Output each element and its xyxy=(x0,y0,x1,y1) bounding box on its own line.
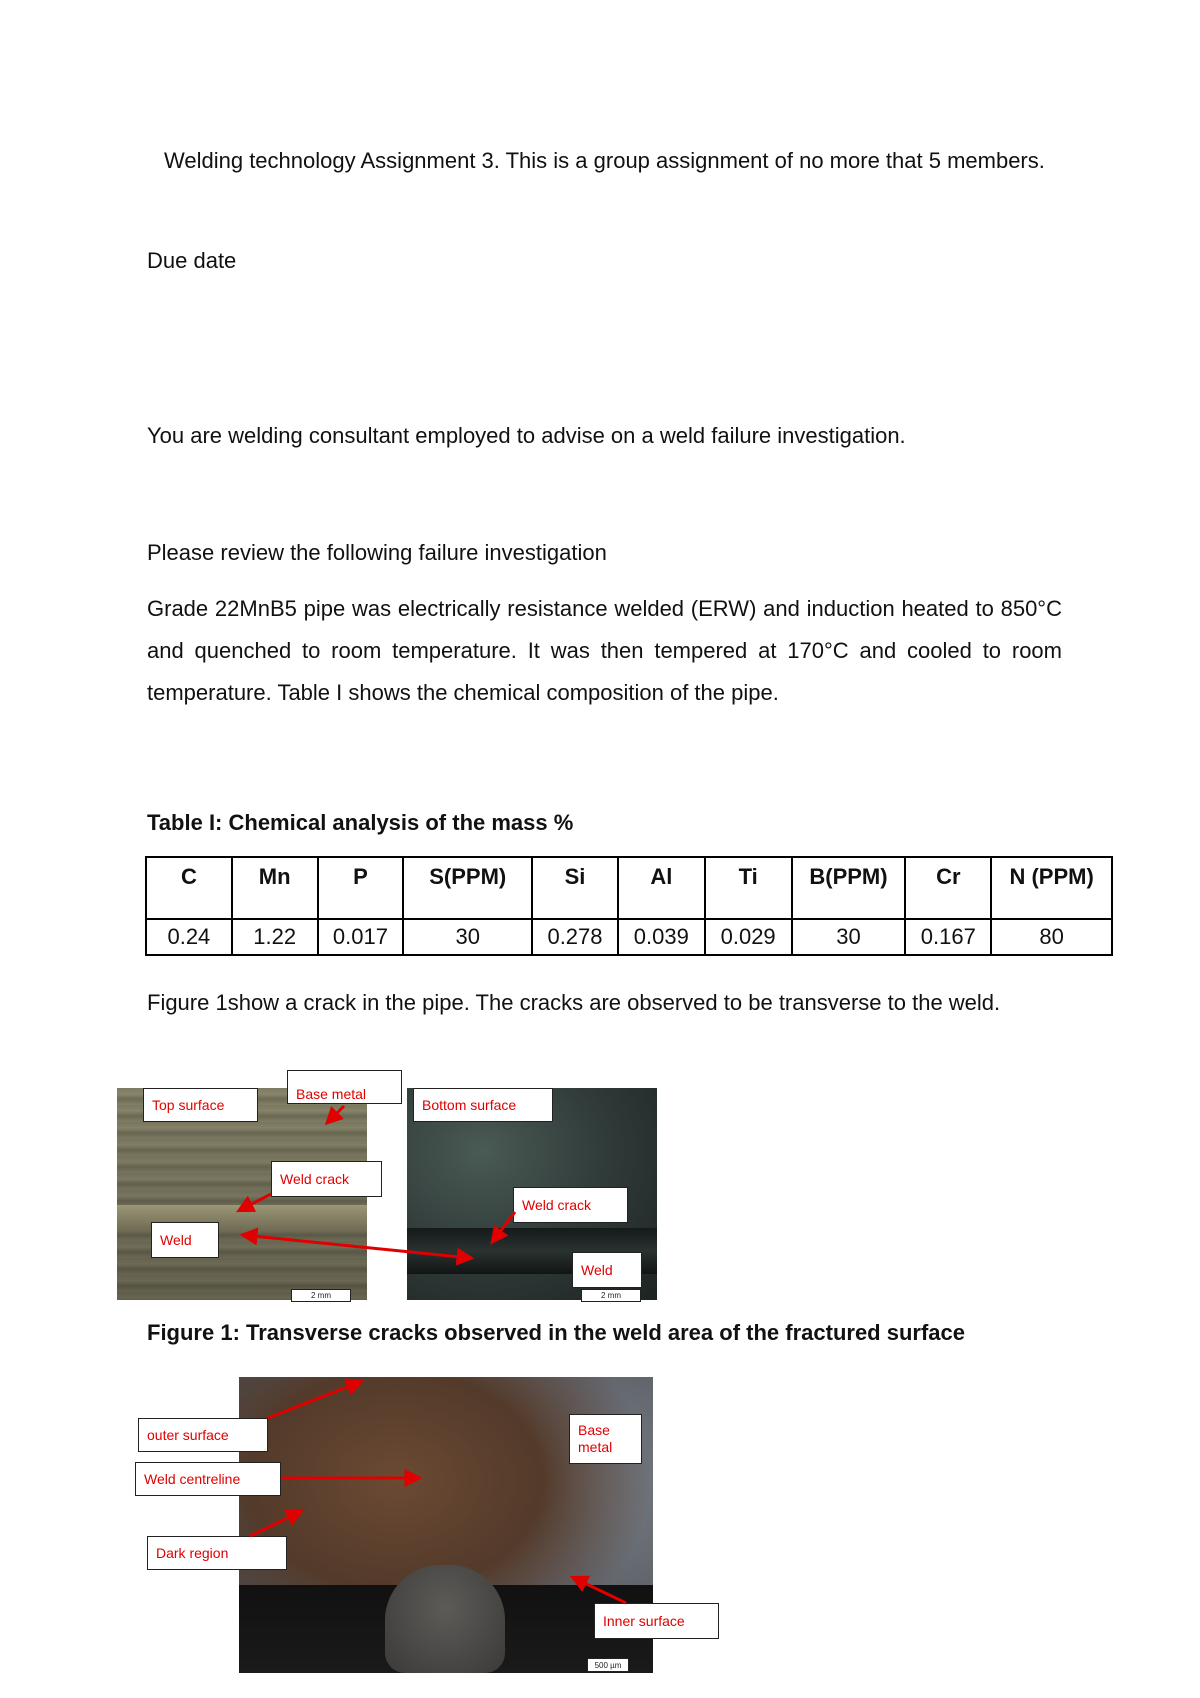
table-value-cell: 0.029 xyxy=(705,919,792,955)
role-statement: You are welding consultant employed to advise on a weld failure investigation. xyxy=(147,423,906,448)
table-value-cell: 0.039 xyxy=(618,919,705,955)
table-header-cell: N (PPM) xyxy=(991,857,1112,919)
label-weld-crack-right: Weld crack xyxy=(513,1187,628,1223)
scale-bar-right: 2 mm xyxy=(581,1289,641,1302)
assignment-intro: Welding technology Assignment 3. This is a group assignment of no more that 5 members. xyxy=(164,148,1045,173)
table-header-cell: P xyxy=(318,857,404,919)
table-value-cell: 1.22 xyxy=(232,919,318,955)
table-header-cell: Ti xyxy=(705,857,792,919)
figure1-intro: Figure 1show a crack in the pipe. The cracks are observed to be transverse to the weld. xyxy=(147,990,1001,1015)
table-caption: Table I: Chemical analysis of the mass % xyxy=(147,810,574,835)
label-top-surface: Top surface xyxy=(143,1088,258,1122)
label-weld-right: Weld xyxy=(572,1252,642,1288)
scale-bar-left: 2 mm xyxy=(291,1289,351,1302)
label-base-metal: Base metal xyxy=(287,1070,402,1104)
table-value-cell: 80 xyxy=(991,919,1112,955)
chemical-analysis-table xyxy=(145,856,1113,956)
table-value-cell: 0.017 xyxy=(318,919,404,955)
label-bottom-surface: Bottom surface xyxy=(413,1088,553,1122)
figure1-caption: Figure 1: Transverse cracks observed in the weld area of the fractured surface xyxy=(147,1320,965,1345)
fracture-rounded-weld xyxy=(385,1565,505,1673)
table-header-cell: B(PPM) xyxy=(792,857,906,919)
label-dark-region: Dark region xyxy=(147,1536,287,1570)
table-value-cell: 0.24 xyxy=(146,919,232,955)
label-base-metal-fig2: Base metal xyxy=(569,1414,642,1464)
label-outer-surface: outer surface xyxy=(138,1418,268,1452)
table-header-cell: C xyxy=(146,857,232,919)
table-header-row xyxy=(146,857,1112,919)
table-header-cell: Cr xyxy=(905,857,991,919)
table-header-cell: S(PPM) xyxy=(403,857,532,919)
table-value-cell: 30 xyxy=(403,919,532,955)
label-weld-left: Weld xyxy=(151,1222,219,1258)
label-inner-surface: Inner surface xyxy=(594,1603,719,1639)
pipe-description: Grade 22MnB5 pipe was electrically resistance welded (ERW) and induction heated to 850°C and quenched to room temperature. It was then tempered at 170°C and cooled to room temperature. Table I shows the chemical composition of the pipe. xyxy=(147,596,1062,705)
review-statement: Please review the following failure investigation xyxy=(147,540,607,565)
table-header-cell: Si xyxy=(532,857,618,919)
table-header-cell: Al xyxy=(618,857,705,919)
label-weld-crack-left: Weld crack xyxy=(271,1161,382,1197)
table-value-cell: 0.167 xyxy=(905,919,991,955)
table-header-cell: Mn xyxy=(232,857,318,919)
table-value-cell: 30 xyxy=(792,919,906,955)
table-value-cell: 0.278 xyxy=(532,919,618,955)
scale-bar-fig2: 500 µm xyxy=(587,1658,629,1672)
table-value-row xyxy=(146,919,1112,955)
due-date: Due date xyxy=(147,248,237,273)
label-weld-centreline: Weld centreline xyxy=(135,1462,281,1496)
